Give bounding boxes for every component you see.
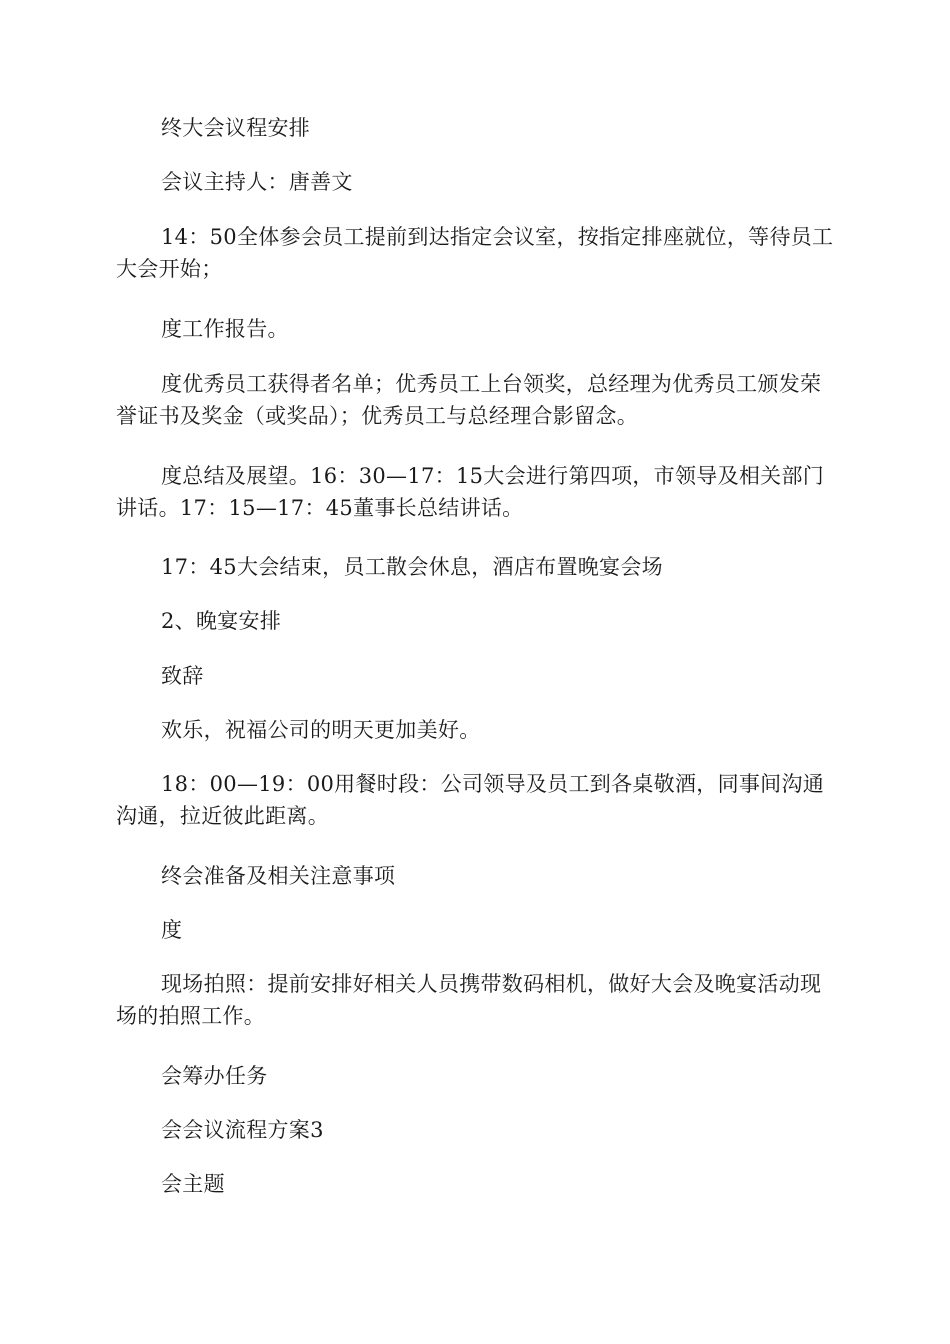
- paragraph-agenda-title: 终大会议程安排: [161, 116, 311, 140]
- paragraph-awards: 度优秀员工获得者名单；优秀员工上台领奖，总经理为优秀员工颁发荣誉证书及奖金（或奖品）；优秀员工与总经理合影留念。: [116, 372, 822, 428]
- paragraph-summary: 度总结及展望。16：30—17：15大会进行第四项，市领导及相关部门讲话。17：15—17：45董事长总结讲话。: [116, 464, 825, 520]
- paragraph-theme: 会主题: [161, 1172, 225, 1196]
- paragraph-work-report: 度工作报告。: [161, 317, 289, 341]
- paragraph-photography: 现场拍照：提前安排好相关人员携带数码相机，做好大会及晚宴活动现场的拍照工作。: [116, 972, 822, 1028]
- paragraph-dining: 18：00—19：00用餐时段：公司领导及员工到各桌敬酒，同事间沟通沟通，拉近彼此距离。: [116, 772, 825, 828]
- paragraph-banquet-heading: 2、晚宴安排: [161, 609, 282, 633]
- paragraph-plan-3: 会会议流程方案3: [161, 1118, 324, 1142]
- paragraph-wishes: 欢乐，祝福公司的明天更加美好。: [161, 718, 481, 742]
- paragraph-arrival: 14：50全体参会员工提前到达指定会议室，按指定排座就位，等待员工大会开始；: [116, 225, 834, 281]
- paragraph-speech: 致辞: [161, 664, 204, 688]
- paragraph-tasks: 会筹办任务: [161, 1064, 268, 1088]
- paragraph-host: 会议主持人：唐善文: [161, 170, 353, 194]
- paragraph-du: 度: [161, 918, 183, 942]
- paragraph-preparation: 终会准备及相关注意事项: [161, 864, 396, 888]
- paragraph-meeting-end: 17：45大会结束，员工散会休息，酒店布置晚宴会场: [161, 555, 663, 579]
